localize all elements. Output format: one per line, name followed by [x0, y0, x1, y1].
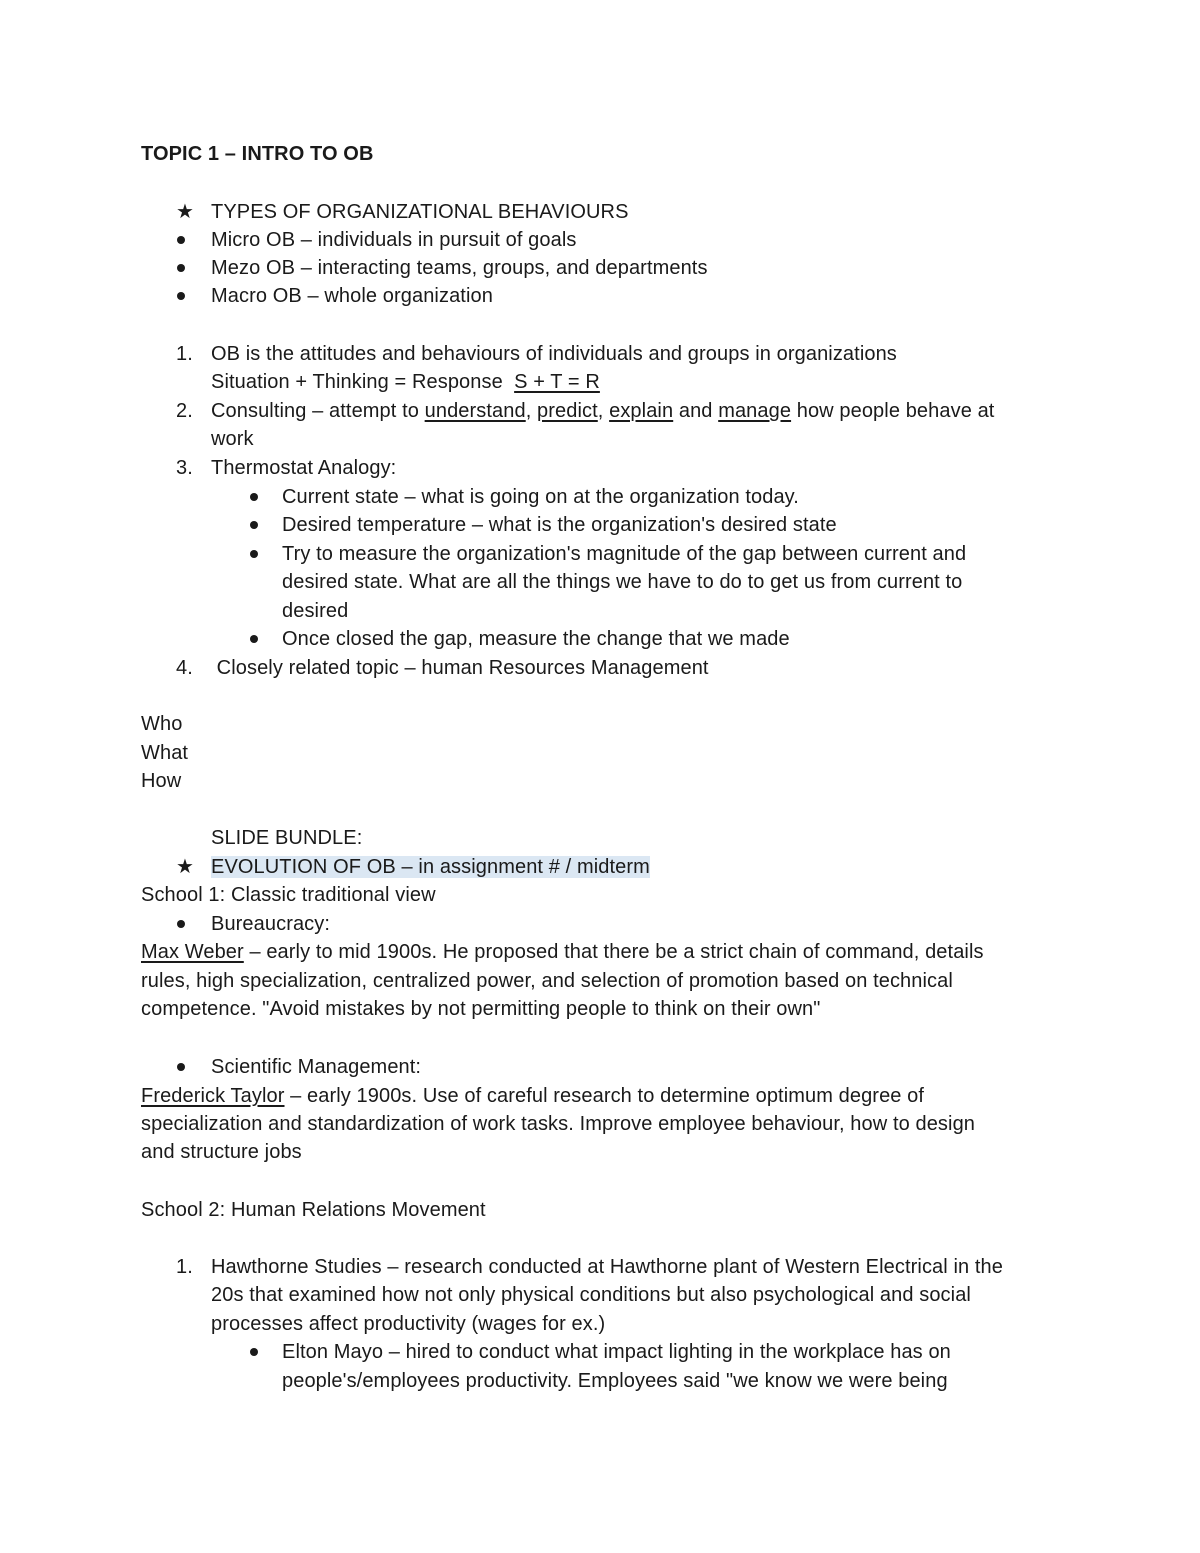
keyword-understand: understand — [424, 400, 526, 422]
school2-heading: School 2: Human Relations Movement — [141, 1199, 486, 1221]
separator: , — [525, 400, 538, 422]
consulting-line — [211, 397, 994, 425]
weber-line-2: rules, high specialization, centralized power, and selection of promotion based on technical — [141, 970, 953, 992]
weber-line — [141, 938, 984, 966]
ob-definition: OB is the attitudes and behaviours of individuals and groups in organizations — [211, 343, 897, 365]
bullet-icon — [177, 920, 185, 928]
weber-line-3: competence. "Avoid mistakes by not permitting people to think on their own" — [141, 998, 821, 1020]
list-item-continued: desired state. What are all the things we have to do to get us from current to — [282, 571, 963, 593]
hawthorne-line-1: Hawthorne Studies – research conducted at Hawthorne plant of Western Electrical in the — [211, 1256, 1003, 1278]
formula-label: Situation + Thinking = Response — [211, 371, 515, 393]
taylor-text: – early 1900s. Use of careful research to determine optimum degree of — [284, 1085, 925, 1107]
keyword-predict: predict — [537, 400, 598, 422]
list-number: 1. — [176, 343, 193, 365]
evolution-heading — [211, 853, 650, 881]
list-item: Try to measure the organization's magnitude of the gap between current and — [282, 543, 967, 565]
list-number: 4. — [176, 657, 193, 679]
separator: , — [597, 400, 610, 422]
slide-bundle-label: SLIDE BUNDLE: — [211, 827, 363, 849]
bureaucracy-label: Bureaucracy: — [211, 913, 331, 935]
consulting-text: Consulting – attempt to — [211, 400, 425, 422]
formula: S + T = R — [514, 371, 600, 393]
scientific-label: Scientific Management: — [211, 1056, 422, 1078]
formula-line — [211, 368, 600, 396]
list-item: Current state – what is going on at the organization today. — [282, 486, 799, 508]
star-icon: ★ — [176, 856, 194, 878]
bullet-icon — [250, 550, 258, 558]
hawthorne-line-3: processes affect productivity (wages for ex.) — [211, 1313, 606, 1335]
bullet-icon — [250, 521, 258, 529]
thermostat-heading: Thermostat Analogy: — [211, 457, 397, 479]
keyword-explain: explain — [609, 400, 674, 422]
bullet-icon — [177, 264, 185, 272]
consulting-text: how people behave at — [791, 400, 995, 422]
list-item: Mezo OB – interacting teams, groups, and departments — [211, 257, 708, 279]
weber-text: – early to mid 1900s. He proposed that there be a strict chain of command, details — [243, 941, 984, 963]
list-number: 3. — [176, 457, 193, 479]
bullet-icon — [177, 1063, 185, 1071]
taylor-line — [141, 1082, 924, 1110]
bullet-icon — [177, 236, 185, 244]
what-label: What — [141, 742, 189, 764]
related-topic: Closely related topic – human Resources Management — [211, 657, 709, 679]
page-title: TOPIC 1 – INTRO TO OB — [141, 143, 374, 165]
taylor-line-2: specialization and standardization of work tasks. Improve employee behaviour, how to design — [141, 1113, 976, 1135]
how-label: How — [141, 770, 182, 792]
consulting-line-2: work — [211, 428, 254, 450]
school1-heading: School 1: Classic traditional view — [141, 884, 436, 906]
mayo-line-2: people's/employees productivity. Employees said "we know we were being — [282, 1370, 948, 1392]
mayo-line-1: Elton Mayo – hired to conduct what impact lighting in the workplace has on — [282, 1341, 951, 1363]
keyword-manage: manage — [718, 400, 792, 422]
highlighted-text: EVOLUTION OF OB – in assignment # / midterm — [211, 856, 650, 878]
taylor-name: Frederick Taylor — [141, 1085, 285, 1107]
bullet-icon — [177, 292, 185, 300]
bullet-icon — [250, 635, 258, 643]
bullet-icon — [250, 493, 258, 501]
weber-name: Max Weber — [141, 941, 244, 963]
list-item: Desired temperature – what is the organization's desired state — [282, 514, 837, 536]
bullet-icon — [250, 1348, 258, 1356]
taylor-line-3: and structure jobs — [141, 1141, 302, 1163]
hawthorne-line-2: 20s that examined how not only physical conditions but also psychological and social — [211, 1284, 971, 1306]
types-heading: TYPES OF ORGANIZATIONAL BEHAVIOURS — [211, 201, 629, 223]
separator: and — [673, 400, 719, 422]
list-item: Once closed the gap, measure the change that we made — [282, 628, 790, 650]
who-label: Who — [141, 713, 183, 735]
list-number: 2. — [176, 400, 193, 422]
list-item: Micro OB – individuals in pursuit of goals — [211, 229, 577, 251]
star-icon: ★ — [176, 201, 194, 223]
list-item: Macro OB – whole organization — [211, 285, 493, 307]
list-number: 1. — [176, 1256, 193, 1278]
list-item-continued: desired — [282, 600, 349, 622]
